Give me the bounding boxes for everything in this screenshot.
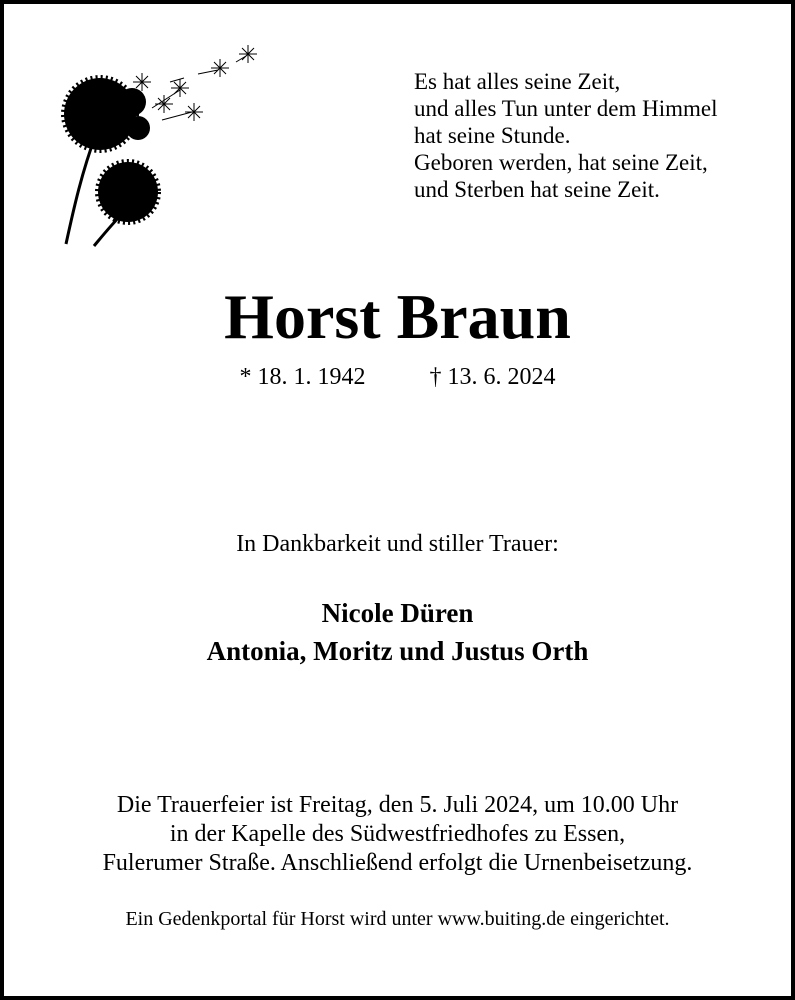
ceremony-line: Fulerumer Straße. Anschließend erfolgt die Urnenbeisetzung.: [102, 850, 693, 876]
death-date: † 13. 6. 2024: [429, 364, 556, 390]
mourning-intro: In Dankbarkeit und stiller Trauer:: [236, 531, 559, 557]
mourner-line: Nicole Düren: [321, 598, 474, 628]
motto-line: und alles Tun unter dem Himmel: [414, 96, 718, 121]
memorial-portal-note: Ein Gedenkportal für Horst wird unter www.buiting.de eingerichtet.: [125, 908, 670, 930]
life-dates: [4, 362, 791, 392]
birth-date: * 18. 1. 1942: [239, 364, 366, 390]
deceased-name: Horst Braun: [224, 281, 571, 352]
dandelion-icon: [52, 42, 267, 250]
ceremony-line: Die Trauerfeier ist Freitag, den 5. Juli 2024, um 10.00 Uhr: [116, 792, 679, 818]
motto-line: hat seine Stunde.: [414, 123, 571, 148]
motto-line: Geboren werden, hat seine Zeit,: [414, 150, 708, 175]
motto-verse: [414, 68, 784, 203]
mourner-line: Antonia, Moritz und Justus Orth: [206, 636, 589, 666]
mourner-names: [4, 594, 791, 670]
ceremony-line: in der Kapelle des Südwestfriedhofes zu Essen,: [169, 821, 626, 847]
motto-line: und Sterben hat seine Zeit.: [414, 177, 660, 202]
ceremony-details: [4, 791, 791, 878]
motto-line: Es hat alles seine Zeit,: [414, 69, 621, 94]
